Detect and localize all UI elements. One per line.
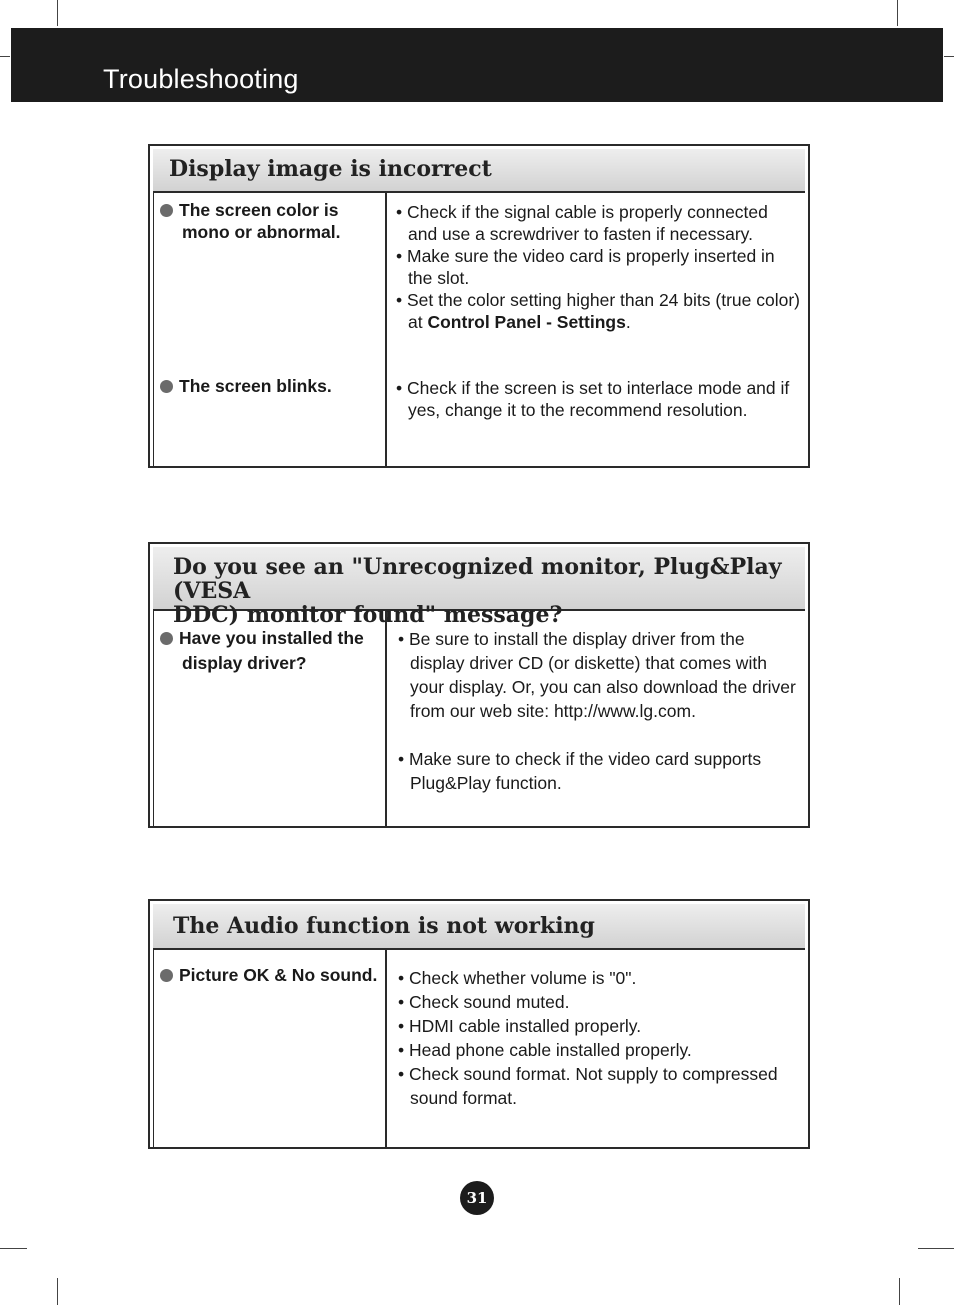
solution-list (398, 966, 802, 1110)
bullet-dot-icon (160, 632, 173, 645)
solution-item (396, 289, 800, 333)
solution-text: . (625, 312, 631, 332)
solution-item: • Be sure to install the display driver from the display driver CD (or diskette) that comes with your display. Or, you can also download the driver from our web site: http://www.lg.com. (398, 629, 796, 721)
problem-text: Have you installed the (179, 628, 364, 648)
solution-item: • Make sure to check if the video card supports Plug&Play function. (398, 749, 762, 793)
crop-mark (897, 0, 898, 26)
crop-mark (57, 1278, 58, 1305)
section-title-line: DDC) monitor found" message? (173, 602, 563, 628)
crop-mark (0, 1248, 27, 1249)
page-number: 31 (460, 1181, 494, 1215)
crop-mark (899, 1278, 900, 1305)
solution-list (396, 377, 800, 421)
crop-mark (57, 0, 58, 26)
section-header (153, 149, 805, 193)
problem-item (160, 626, 382, 676)
problem-text: Picture OK & No sound. (179, 965, 378, 985)
control-panel-reference: Control Panel - Settings (427, 312, 626, 332)
section-audio (148, 899, 810, 1149)
solution-item: • Head phone cable installed properly. (398, 1040, 692, 1060)
section-unrecognized-monitor (148, 542, 810, 828)
problem-item (160, 199, 382, 243)
solution-item: • Check if the signal cable is properly connected and use a screwdriver to fasten if necessary. (396, 202, 768, 244)
solution-item: • Check sound format. Not supply to compressed sound format. (398, 1064, 778, 1108)
solution-list (398, 627, 802, 795)
bullet-dot-icon (160, 204, 173, 217)
crop-mark (944, 56, 954, 57)
crop-mark (0, 56, 10, 57)
solution-list (396, 201, 800, 333)
section-title: Display image is incorrect (169, 156, 492, 182)
bullet-dot-icon (160, 380, 173, 393)
problem-text: display driver? (182, 653, 307, 673)
problem-text: The screen blinks. (179, 376, 332, 396)
section-header (153, 904, 805, 950)
solution-item: • Check if the screen is set to interlace mode and if yes, change it to the recommend resolution. (396, 378, 790, 420)
solution-text: • Set the color setting higher than 24 bits (true color) at (396, 290, 800, 332)
solution-item: • Check whether volume is "0". (398, 968, 637, 988)
solution-item: • Make sure the video card is properly inserted in the slot. (396, 246, 775, 288)
bullet-dot-icon (160, 969, 173, 982)
section-header (153, 547, 805, 628)
page-title: Troubleshooting (103, 64, 299, 94)
problem-item (160, 964, 382, 986)
solution-item: • HDMI cable installed properly. (398, 1016, 642, 1036)
section-title: The Audio function is not working (173, 913, 595, 939)
section-display-image (148, 144, 810, 468)
problem-item (160, 375, 382, 397)
problem-text: The screen color is (179, 200, 339, 220)
crop-mark (918, 1248, 954, 1249)
section-title-line: Do you see an "Unrecognized monitor, Plug&Play (VESA (173, 554, 782, 604)
problem-text: mono or abnormal. (182, 222, 341, 242)
solution-item: • Check sound muted. (398, 992, 570, 1012)
